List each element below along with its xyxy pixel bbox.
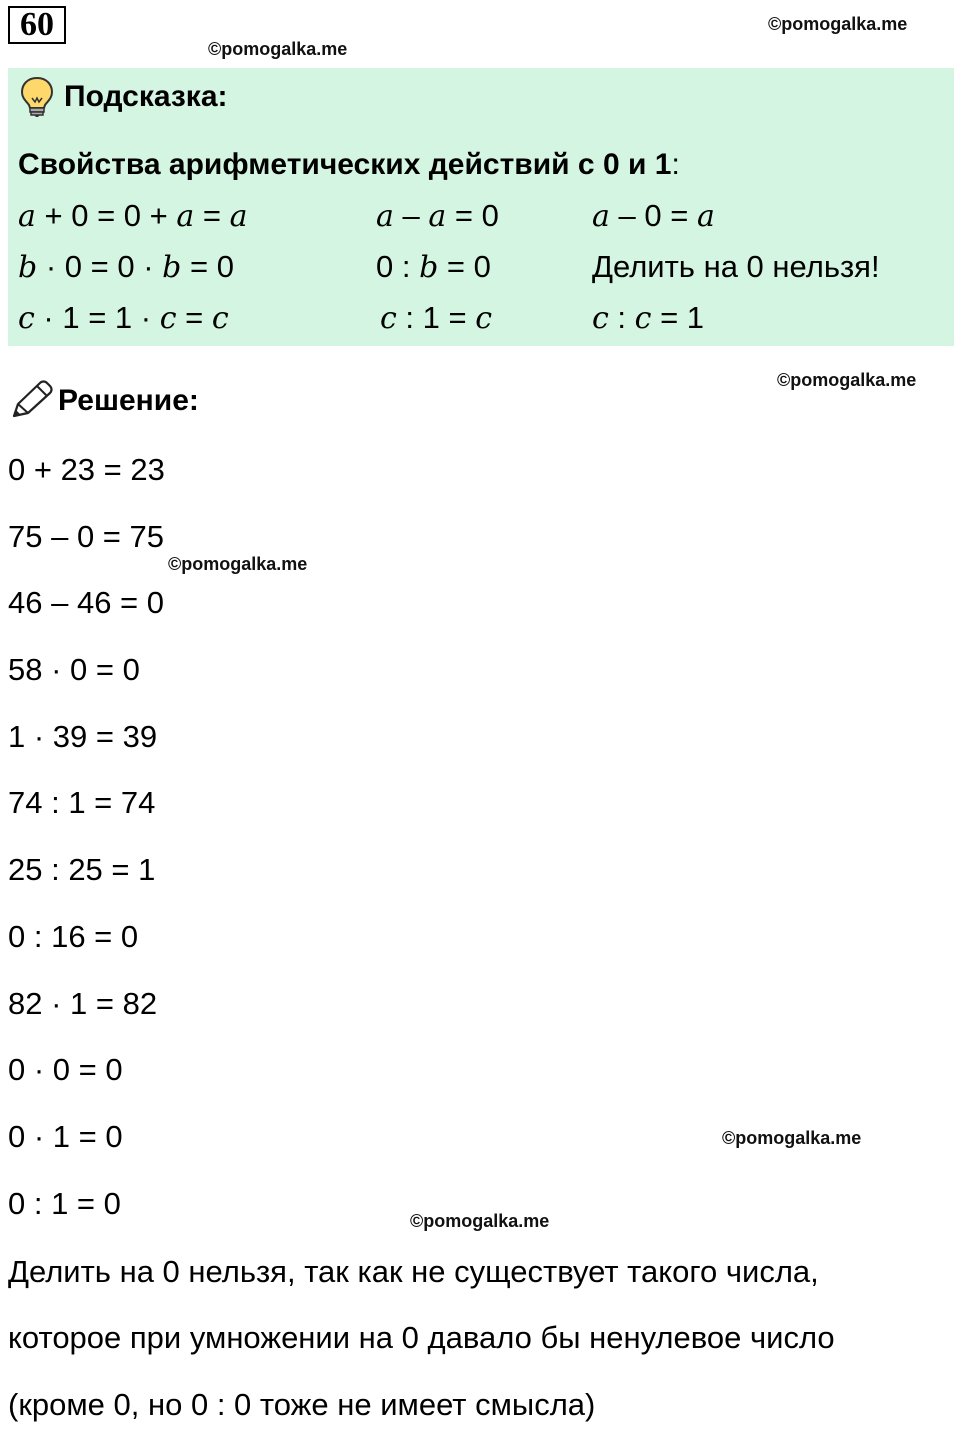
watermark: ©pomogalka.me	[168, 554, 308, 574]
task-number: 60	[8, 6, 66, 44]
explanation-line: (кроме 0, но 0 : 0 тоже не имеет смысла)	[8, 1387, 596, 1422]
formula-one-multiplication: c · 1 = 1 · c = c	[18, 300, 229, 336]
watermark: ©pomogalka.me	[768, 14, 908, 34]
formula-self-division: c : c = 1	[592, 300, 705, 336]
solution-line: 74 : 1 = 74	[8, 785, 156, 820]
solution-line: 0 : 16 = 0	[8, 919, 139, 954]
formula-zero-multiplication: b · 0 = 0 · b = 0	[18, 249, 234, 285]
solution-line: 0 · 1 = 0	[8, 1119, 123, 1154]
rules-title: Свойства арифметических действий с 0 и 1:	[18, 148, 680, 181]
watermark: ©pomogalka.me	[208, 39, 348, 59]
lightbulb-icon	[20, 76, 54, 118]
formula-no-division-by-zero: Делить на 0 нельзя!	[592, 249, 880, 284]
solution-line: 25 : 25 = 1	[8, 852, 156, 887]
solution-line: 1 · 39 = 39	[8, 719, 158, 754]
solution-line: 0 · 0 = 0	[8, 1052, 123, 1087]
explanation-line: Делить на 0 нельзя, так как не существует такого числа,	[8, 1254, 819, 1289]
solution-line: 0 : 1 = 0	[8, 1186, 121, 1221]
solution-line: 75 – 0 = 75	[8, 519, 164, 554]
solution-line: 58 · 0 = 0	[8, 652, 140, 687]
watermark: ©pomogalka.me	[722, 1128, 862, 1148]
solution-line: 82 · 1 = 82	[8, 986, 158, 1021]
watermark: ©pomogalka.me	[410, 1211, 550, 1231]
formula-one-division: c : 1 = c	[380, 300, 493, 336]
solution-line: 46 – 46 = 0	[8, 585, 164, 620]
pencil-icon	[10, 380, 54, 420]
formula-zero-subtraction: a – 0 = a	[592, 198, 715, 234]
explanation-line: которое при умножении на 0 давало бы ненулевое число	[8, 1320, 835, 1355]
formula-zero-division: 0 : b = 0	[376, 249, 491, 285]
formula-zero-addition: a + 0 = 0 + a = a	[18, 198, 248, 234]
solution-line: 0 + 23 = 23	[8, 452, 165, 487]
solution-title: Решение:	[58, 384, 199, 417]
hint-title: Подсказка:	[64, 80, 228, 113]
watermark: ©pomogalka.me	[777, 370, 917, 390]
formula-self-subtraction: a – a = 0	[376, 198, 499, 234]
